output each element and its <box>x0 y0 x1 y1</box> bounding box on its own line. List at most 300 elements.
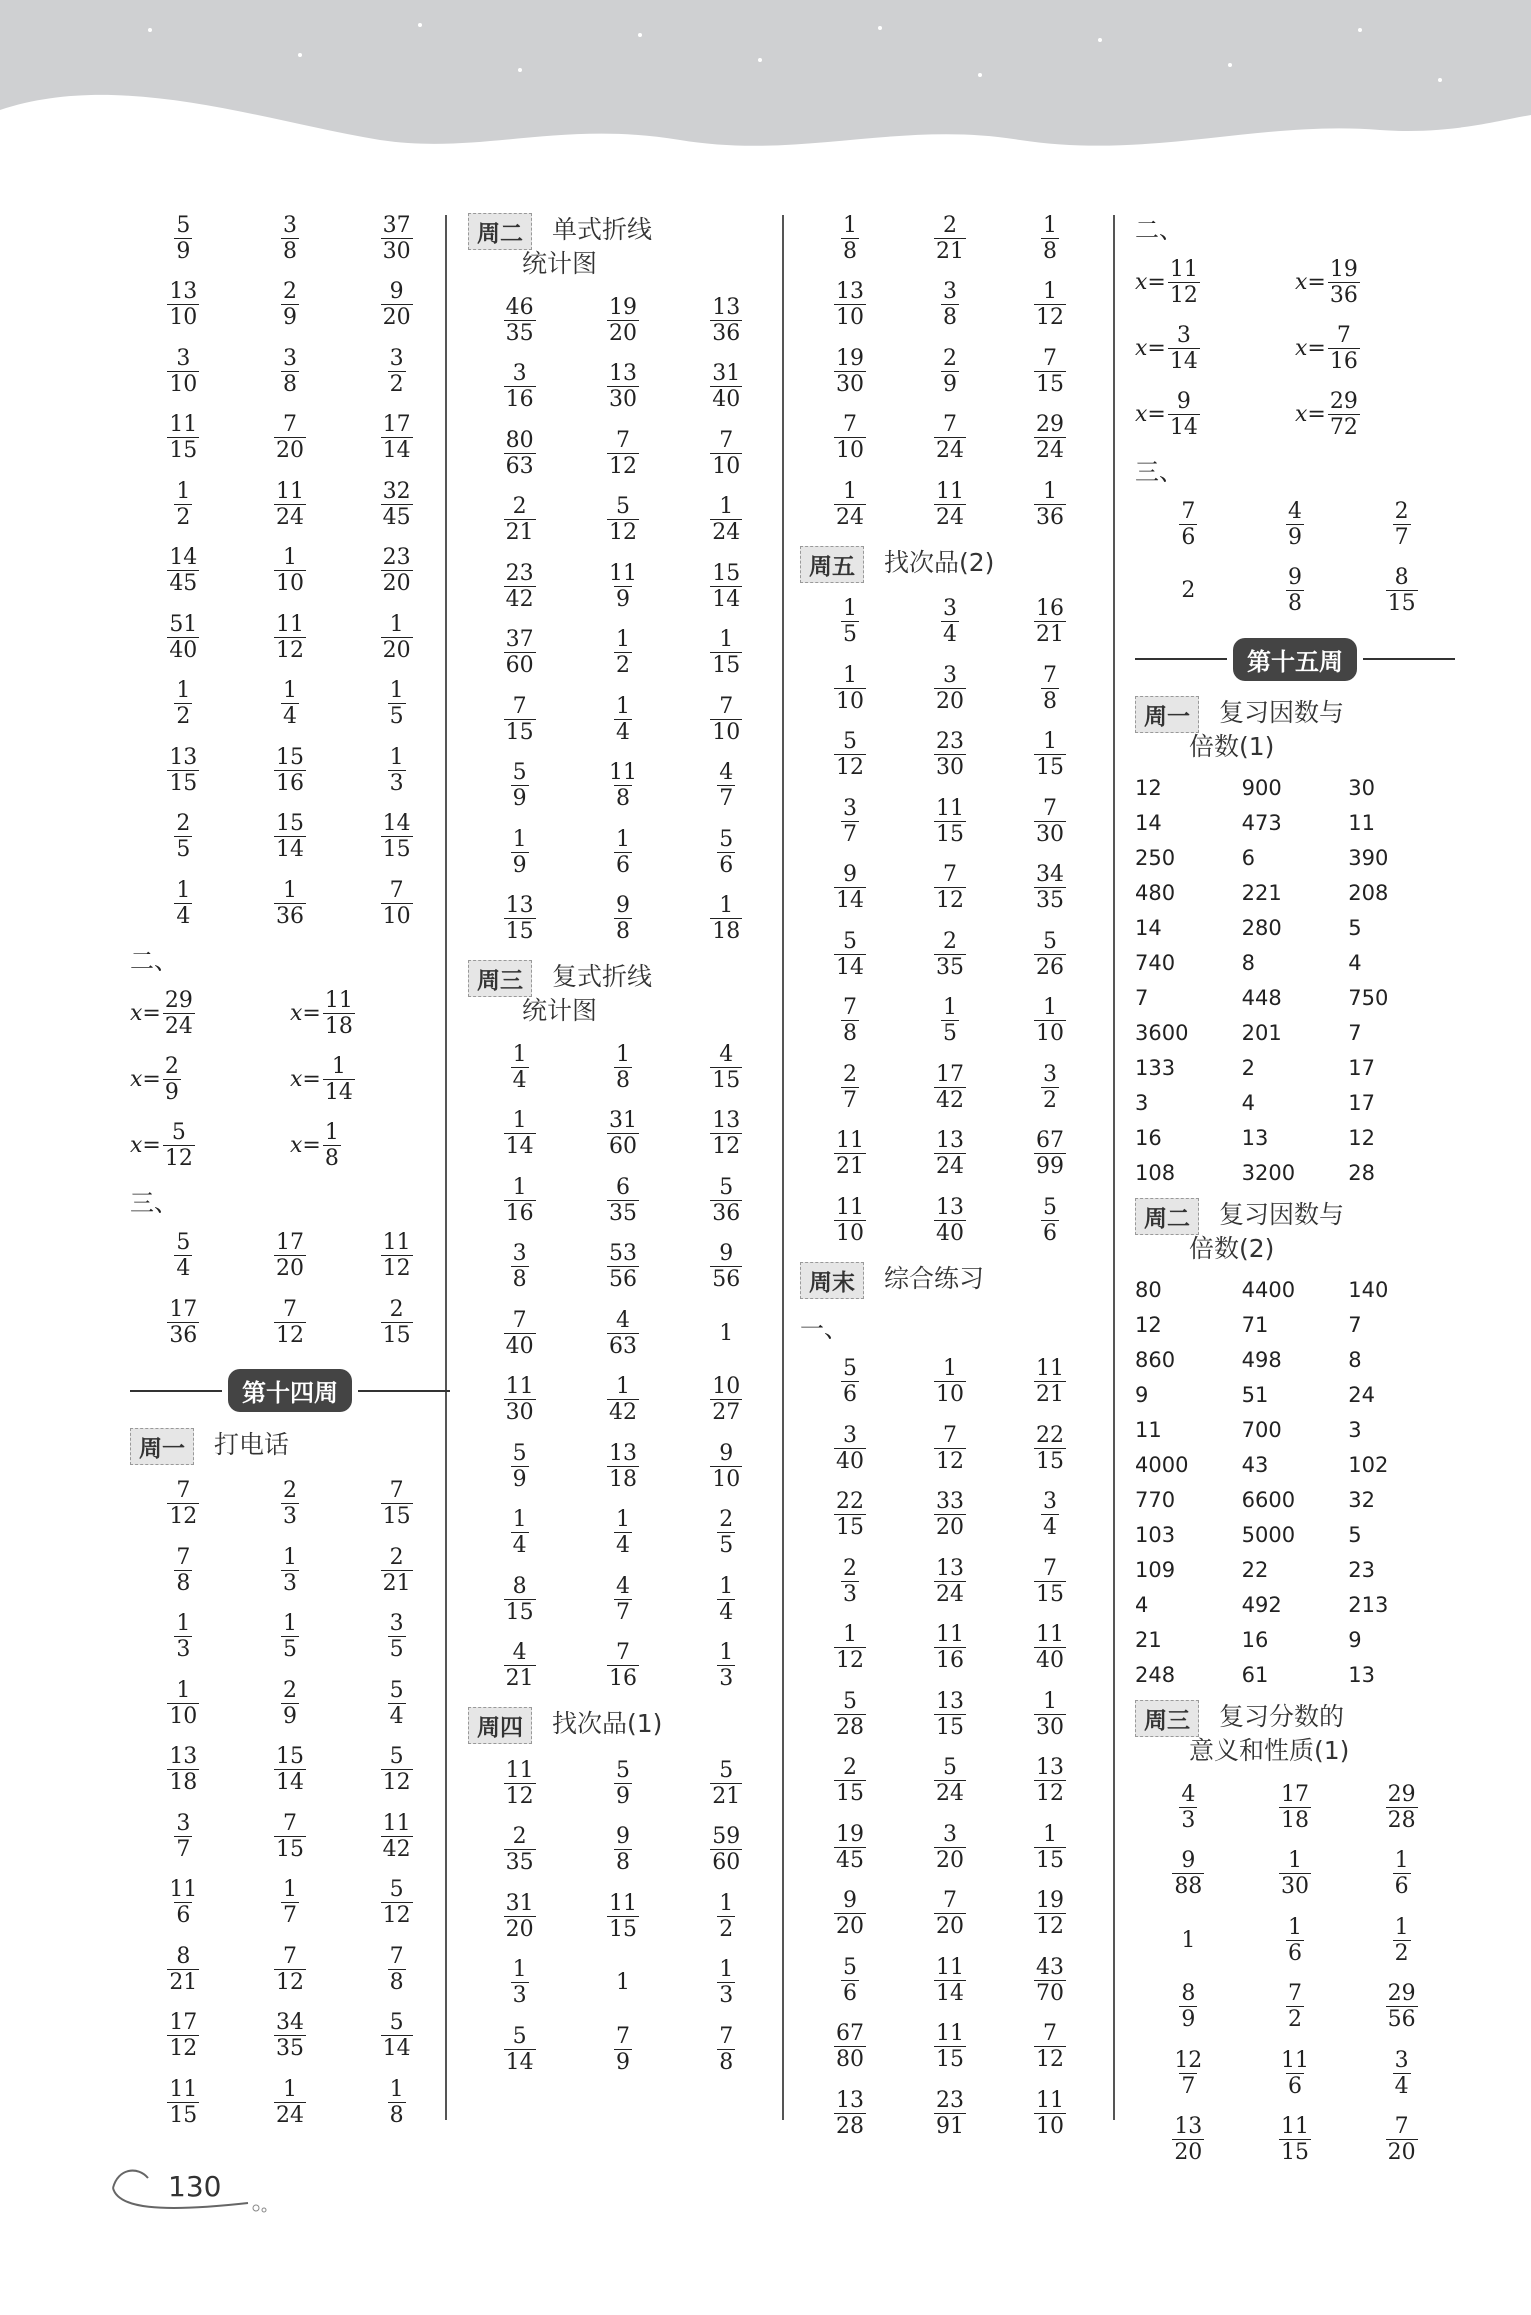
numerator: 11 <box>505 1757 534 1783</box>
fraction <box>167 2077 199 2128</box>
denominator: 56 <box>712 1267 741 1293</box>
numerator: 1 <box>282 2076 297 2102</box>
denominator: 15 <box>1035 755 1064 781</box>
numerator: 1 <box>719 893 734 919</box>
fraction <box>174 678 192 729</box>
denominator: 4 <box>942 622 957 648</box>
number-cell: 7 <box>1348 1312 1362 1337</box>
fraction <box>717 760 735 811</box>
numerator: 7 <box>1287 1981 1302 2007</box>
fraction <box>934 929 966 980</box>
denominator: 8 <box>1042 238 1057 264</box>
numerator: 1 <box>389 744 404 770</box>
fraction <box>834 663 866 714</box>
numerator: 23 <box>935 2087 964 2113</box>
denominator: 6 <box>842 1980 857 2006</box>
denominator: 60 <box>712 1850 741 1876</box>
denominator: 9 <box>512 1466 527 1492</box>
answer-cell <box>675 361 778 412</box>
fraction <box>163 1054 181 1105</box>
answer-cell <box>571 827 674 878</box>
numerator: 1 <box>389 678 404 704</box>
answer-cell <box>237 1678 344 1729</box>
fraction <box>274 878 306 929</box>
fraction <box>834 479 866 530</box>
fraction <box>934 862 966 913</box>
denominator: 9 <box>164 1080 179 1105</box>
denominator: 18 <box>1280 1807 1309 1833</box>
fraction <box>1168 389 1200 440</box>
number-cell: 21 <box>1135 1627 1162 1652</box>
fraction <box>381 1744 413 1795</box>
answer-cell <box>675 1758 778 1809</box>
answer-cell <box>571 295 674 346</box>
number-cell: 103 <box>1135 1522 1176 1547</box>
number-cell: 473 <box>1241 810 1282 835</box>
answer-cell <box>343 1611 450 1662</box>
fraction <box>174 1811 192 1862</box>
number-cell: 5 <box>1348 915 1362 940</box>
numerator: 15 <box>275 744 304 770</box>
denominator: 72 <box>1329 414 1358 440</box>
denominator: 4 <box>719 1599 734 1625</box>
number-cell: 43 <box>1241 1452 1269 1477</box>
fraction <box>504 1891 536 1942</box>
numerator: 31 <box>608 1108 637 1134</box>
numerator: 11 <box>935 2021 964 2047</box>
denominator: 20 <box>505 1916 534 1942</box>
numerator: 9 <box>1181 1848 1196 1874</box>
fraction <box>614 2024 632 2075</box>
fraction <box>607 1891 639 1942</box>
denominator: 21 <box>505 1666 534 1692</box>
fraction <box>934 1755 966 1806</box>
number-cell: 32 <box>1348 1487 1376 1512</box>
denominator: 4 <box>1042 1515 1057 1541</box>
answer-row <box>130 1936 450 2003</box>
numerator: 4 <box>615 1573 630 1599</box>
numerator: 7 <box>942 862 957 888</box>
fraction <box>834 1689 866 1740</box>
fraction <box>1328 257 1360 308</box>
answer-cell <box>675 1321 778 1346</box>
answer-cell <box>237 878 344 929</box>
denominator: 15 <box>169 770 198 796</box>
answer-cell <box>130 1611 237 1662</box>
numerator: 1 <box>176 1611 191 1637</box>
fraction <box>281 1611 299 1662</box>
denominator: 2 <box>176 504 191 530</box>
answer-row <box>800 655 1100 722</box>
answer-row <box>800 855 1100 922</box>
number-row <box>1135 1155 1455 1190</box>
numerator: 2 <box>389 1544 404 1570</box>
denominator: 42 <box>505 586 534 612</box>
fraction <box>281 1545 299 1596</box>
denominator: 16 <box>275 770 304 796</box>
answer-cell <box>237 479 344 530</box>
fraction <box>388 1678 406 1729</box>
denominator: 21 <box>712 1783 741 1809</box>
answer-row <box>800 272 1100 339</box>
denominator: 12 <box>1035 2047 1064 2073</box>
denominator: 24 <box>164 1014 193 1039</box>
variable-x: x= <box>130 1001 161 1026</box>
answer-cell <box>675 893 778 944</box>
answer-cell <box>1242 2114 1349 2165</box>
fraction <box>281 1678 299 1729</box>
answer-row <box>468 420 778 487</box>
answer-cell <box>468 1308 571 1359</box>
numerator: 31 <box>505 1890 534 1916</box>
numerator: 1 <box>1042 279 1057 305</box>
variable-x: x= <box>130 1067 161 1092</box>
fraction <box>710 1042 742 1093</box>
numerator: 11 <box>935 1622 964 1648</box>
denominator: 15 <box>275 1836 304 1862</box>
denominator: 24 <box>935 504 964 530</box>
numerator: 3 <box>176 1810 191 1836</box>
fraction <box>717 1574 735 1625</box>
fraction <box>1041 213 1059 264</box>
answer-cell <box>130 279 237 330</box>
answer-row <box>468 1566 778 1633</box>
number-cell: 102 <box>1348 1452 1389 1477</box>
fraction <box>934 2021 966 2072</box>
answer-cell <box>468 893 571 944</box>
fraction <box>504 627 536 678</box>
answer-cell <box>1348 1848 1455 1899</box>
numerator: 7 <box>176 1544 191 1570</box>
denominator: 4 <box>1394 2073 1409 2099</box>
number-cell: 3 <box>1348 1417 1362 1442</box>
number-cell: 3 <box>1135 1090 1149 1115</box>
answer-cell <box>237 811 344 862</box>
fraction <box>834 346 866 397</box>
numerator: 37 <box>382 212 411 238</box>
fraction <box>934 796 966 847</box>
numerator: 5 <box>389 1744 404 1770</box>
fraction <box>167 745 199 796</box>
number-cell: 860 <box>1135 1347 1176 1372</box>
denominator: 15 <box>608 1916 637 1942</box>
numerator: 1 <box>1287 1914 1302 1940</box>
denominator: 30 <box>835 371 864 397</box>
denominator: 2 <box>1394 1940 1409 1966</box>
answer-cell <box>468 428 571 479</box>
fraction <box>710 561 742 612</box>
answer-cell <box>571 428 674 479</box>
fraction <box>710 295 742 346</box>
numerator: 33 <box>935 1489 964 1515</box>
denominator: 30 <box>608 387 637 413</box>
denominator: 18 <box>169 1770 198 1796</box>
answer-cell <box>1000 995 1100 1046</box>
answer-cell <box>1348 499 1455 550</box>
fraction <box>174 1230 192 1281</box>
numerator: 3 <box>1042 1061 1057 1087</box>
fraction <box>1041 663 1059 714</box>
numerator: 7 <box>942 1422 957 1448</box>
denominator: 9 <box>1287 524 1302 550</box>
fraction <box>934 2088 966 2139</box>
numerator: 1 <box>719 1890 734 1916</box>
numerator: 4 <box>1287 498 1302 524</box>
numerator: 1 <box>282 1544 297 1570</box>
denominator: 14 <box>1169 348 1198 374</box>
answer-cell <box>675 295 778 346</box>
answer-row <box>468 487 778 554</box>
denominator: 12 <box>1035 1781 1064 1807</box>
answer-cell <box>800 1423 900 1474</box>
equation-row <box>130 981 450 1047</box>
numerator: 10 <box>712 1374 741 1400</box>
fraction <box>834 1128 866 1179</box>
denominator: 9 <box>615 1783 630 1809</box>
fraction <box>504 1824 536 1875</box>
numerator: 32 <box>382 478 411 504</box>
answer-cell <box>343 1297 450 1348</box>
equation <box>130 1054 290 1105</box>
denominator: 9 <box>512 852 527 878</box>
answer-cell <box>675 494 778 545</box>
answer-row <box>468 1883 778 1950</box>
answer-row <box>800 1482 1100 1549</box>
day-heading <box>1135 696 1455 764</box>
numerator: 19 <box>835 1821 864 1847</box>
numerator: 1 <box>176 478 191 504</box>
equation <box>130 988 290 1039</box>
fraction <box>381 1877 413 1928</box>
fraction <box>1034 1689 1066 1740</box>
answer-cell <box>468 1957 571 2008</box>
number-row <box>1135 1587 1455 1622</box>
numerator: 1 <box>1042 212 1057 238</box>
answer-cell <box>1000 1423 1100 1474</box>
denominator: 16 <box>608 1666 637 1692</box>
fraction <box>511 1241 529 1292</box>
denominator: 30 <box>382 238 411 264</box>
fraction <box>710 893 742 944</box>
denominator: 8 <box>324 1146 339 1171</box>
numerator: 7 <box>1394 2114 1409 2140</box>
answer-row <box>468 1633 778 1700</box>
answer-cell <box>1135 1928 1242 1953</box>
denominator: 12 <box>608 520 637 546</box>
fraction <box>841 995 859 1046</box>
answer-row <box>800 722 1100 789</box>
number-cell: 14 <box>1135 915 1162 940</box>
answer-row <box>468 1300 778 1367</box>
answer-cell <box>130 878 237 929</box>
fraction <box>710 1241 742 1292</box>
answer-cell <box>130 412 237 463</box>
number-row <box>1135 1552 1455 1587</box>
denominator: 42 <box>382 1836 411 1862</box>
answer-row <box>468 1034 778 1101</box>
column-4 <box>1135 205 1455 2173</box>
answer-cell <box>237 1545 344 1596</box>
denominator: 20 <box>275 438 304 464</box>
denominator: 5 <box>176 837 191 863</box>
answer-cell <box>675 1891 778 1942</box>
denominator: 15 <box>169 438 198 464</box>
denominator: 9 <box>282 305 297 331</box>
number-cell: 6600 <box>1241 1487 1296 1512</box>
fraction <box>934 1955 966 2006</box>
fraction <box>1034 1622 1066 1673</box>
numerator: 2 <box>842 1755 857 1781</box>
fraction <box>504 2024 536 2075</box>
numerator: 3 <box>176 345 191 371</box>
answer-cell <box>1000 796 1100 847</box>
numerator: 2 <box>164 1054 179 1079</box>
fraction <box>1041 1489 1059 1540</box>
denominator: 6 <box>1042 1220 1057 1246</box>
answer-row <box>800 1881 1100 1948</box>
answer-cell <box>1242 1981 1349 2032</box>
denominator: 4 <box>512 1067 527 1093</box>
denominator: 4 <box>615 1533 630 1559</box>
fraction <box>381 1811 413 1862</box>
numerator: 17 <box>169 2010 198 2036</box>
numerator: 31 <box>712 361 741 387</box>
answer-cell <box>571 1241 674 1292</box>
fraction <box>934 1195 966 1246</box>
answer-row <box>130 1670 450 1737</box>
day-title <box>1189 696 1345 764</box>
numerator: 13 <box>712 294 741 320</box>
denominator: 9 <box>615 2049 630 2075</box>
answer-cell <box>130 612 237 663</box>
numerator: 11 <box>1035 2087 1064 2113</box>
answer-cell <box>900 862 1000 913</box>
fraction <box>1034 346 1066 397</box>
numerator: 1 <box>512 826 527 852</box>
answer-row <box>468 1167 778 1234</box>
answer-row <box>130 272 450 339</box>
numerator: 3 <box>942 596 957 622</box>
numerator: 14 <box>169 545 198 571</box>
denominator: 4 <box>512 1533 527 1559</box>
number-cell: 448 <box>1241 985 1282 1010</box>
week-title: 第十五周 <box>1233 638 1357 681</box>
number-cell: 480 <box>1135 880 1176 905</box>
equation <box>130 1120 290 1171</box>
answer-cell <box>900 929 1000 980</box>
fraction <box>381 1297 413 1348</box>
denominator: 21 <box>505 520 534 546</box>
fraction <box>1279 2114 1311 2165</box>
numerator: 11 <box>608 1890 637 1916</box>
answer-cell <box>468 2024 571 2075</box>
answer-cell <box>343 1744 450 1795</box>
answer-cell <box>343 1230 450 1281</box>
answer-cell <box>343 412 450 463</box>
day-title-line: 打电话 <box>214 1429 290 1459</box>
fraction <box>167 1678 199 1729</box>
denominator: 9 <box>1181 2007 1196 2033</box>
number-cell: 770 <box>1135 1487 1176 1512</box>
fraction <box>511 760 529 811</box>
denominator: 12 <box>275 637 304 663</box>
numerator: 7 <box>1042 662 1057 688</box>
numerator: 2 <box>282 279 297 305</box>
answer-cell <box>1000 2021 1100 2072</box>
denominator: 14 <box>835 888 864 914</box>
answer-cell <box>1000 346 1100 397</box>
answer-cell <box>130 1944 237 1995</box>
numerator: 5 <box>1042 928 1057 954</box>
denominator: 12 <box>275 1969 304 1995</box>
answer-row <box>800 1054 1100 1121</box>
numerator: 9 <box>389 279 404 305</box>
answer-row <box>800 921 1100 988</box>
day-title-line: 倍数(1) <box>1189 732 1275 761</box>
denominator: 60 <box>505 653 534 679</box>
number-cell: 17 <box>1348 1055 1376 1080</box>
number-row <box>1135 1272 1455 1307</box>
answer-cell <box>130 1230 237 1281</box>
fraction <box>504 494 536 545</box>
answer-cell <box>675 760 778 811</box>
fraction <box>504 428 536 479</box>
numerator: 22 <box>1035 1422 1064 1448</box>
numerator: 23 <box>935 729 964 755</box>
denominator: 12 <box>1035 305 1064 331</box>
denominator: 8 <box>942 305 957 331</box>
answer-cell <box>571 760 674 811</box>
numerator: 80 <box>505 427 534 453</box>
equation <box>290 1120 450 1171</box>
variable-x: x= <box>1295 401 1326 427</box>
answer-cell <box>800 1128 900 1179</box>
answer-cell <box>900 1689 1000 1740</box>
number-cell: 28 <box>1348 1160 1376 1185</box>
answer-cell <box>468 1108 571 1159</box>
numerator: 7 <box>1042 2021 1057 2047</box>
denominator: 7 <box>1181 2073 1196 2099</box>
numerator: 22 <box>835 1489 864 1515</box>
answer-cell <box>130 1811 237 1862</box>
numerator: 7 <box>512 693 527 719</box>
numerator: 7 <box>282 1943 297 1969</box>
denominator: 15 <box>835 1781 864 1807</box>
answer-cell <box>1242 499 1349 550</box>
denominator: 12 <box>835 755 864 781</box>
day-heading <box>1135 1198 1455 1266</box>
numerator: 29 <box>164 988 193 1013</box>
answer-row <box>800 1814 1100 1881</box>
fraction <box>381 2010 413 2061</box>
fraction <box>834 1622 866 1673</box>
fraction <box>607 1441 639 1492</box>
numerator: 16 <box>1035 596 1064 622</box>
numerator: 3 <box>1176 322 1191 348</box>
answer-row <box>468 686 778 753</box>
numerator: 3 <box>282 345 297 371</box>
answer-row <box>800 1748 1100 1815</box>
answer-row <box>130 1471 450 1538</box>
denominator: 7 <box>719 786 734 812</box>
fraction <box>504 1574 536 1625</box>
fraction <box>834 1888 866 1939</box>
answer-cell <box>1348 1981 1455 2032</box>
fraction <box>607 1640 639 1691</box>
denominator: 6 <box>615 852 630 878</box>
rule-line <box>1363 658 1455 660</box>
numerator: 1 <box>615 1041 630 1067</box>
